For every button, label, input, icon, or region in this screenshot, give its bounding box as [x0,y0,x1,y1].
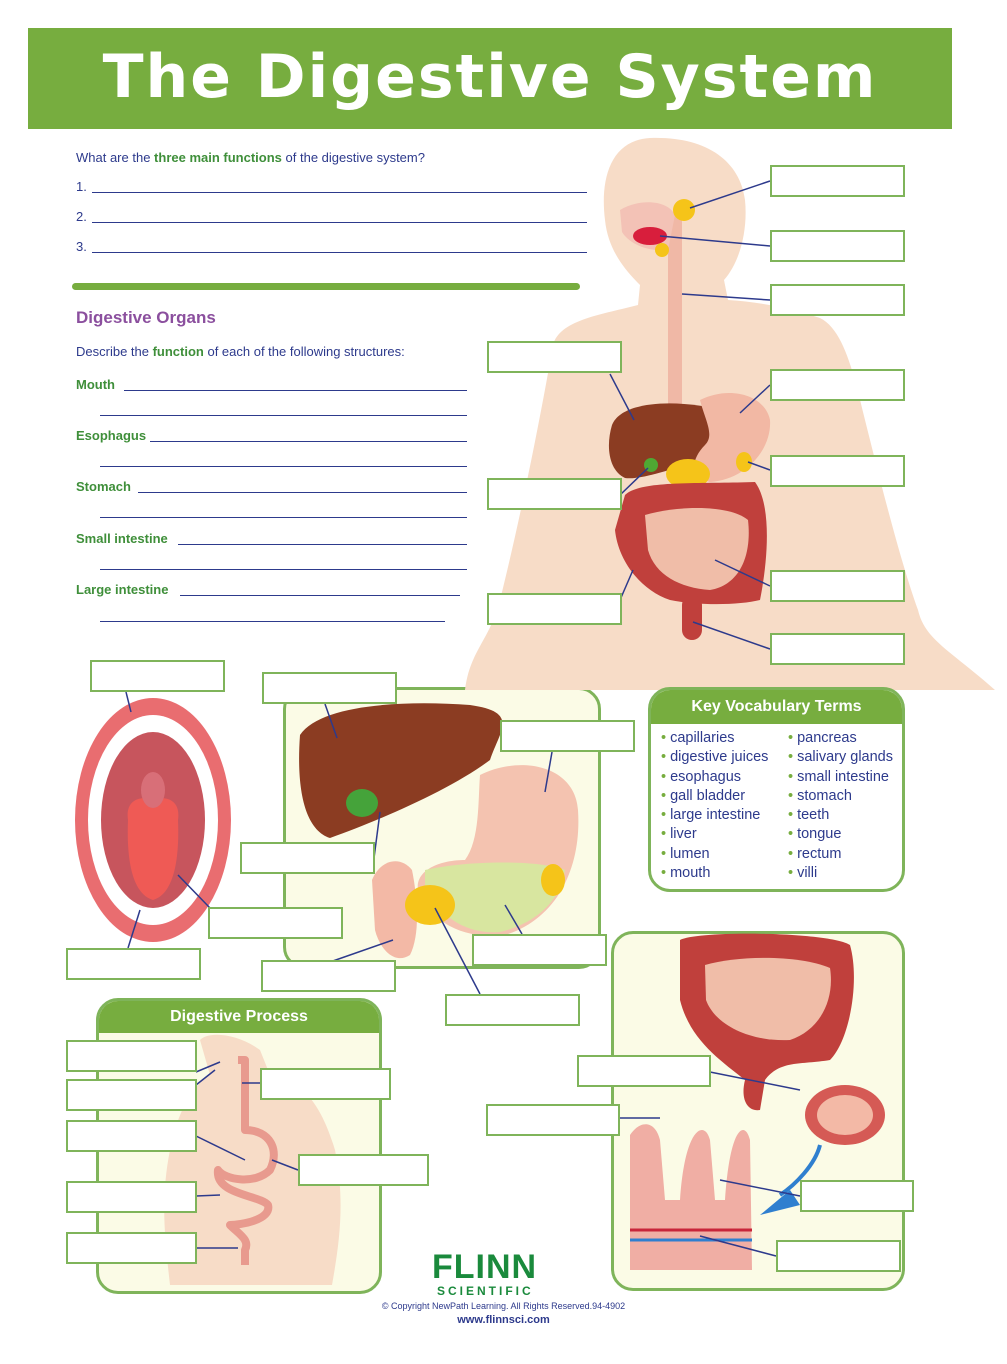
mouth-line-1[interactable] [124,390,467,391]
vocab-term: • lumen [661,845,710,862]
vocab-term: • pancreas [788,730,857,746]
villi-art [630,934,885,1270]
mouth-line-2[interactable] [100,415,467,416]
small-intestine-line-1[interactable] [178,544,467,545]
title-banner [28,28,952,129]
large-intestine-line-2[interactable] [100,621,445,622]
esophagus-line-1[interactable] [150,441,467,442]
vocab-term: • salivary glands [788,749,893,766]
vocab-term: • mouth [661,865,711,882]
vocab-term: • gall bladder [661,787,746,804]
label-box-tongue[interactable] [208,907,343,939]
label-box-process-2[interactable] [66,1079,197,1111]
organs-section-title: Digestive Organs [76,308,216,327]
instruction-suffix: of each of the following structures: [203,344,405,359]
label-box-liver[interactable] [487,341,622,373]
label-box-panel-stomach[interactable] [500,720,635,752]
label-box-process-3[interactable] [260,1068,391,1100]
label-box-villi-2[interactable] [486,1104,620,1136]
label-box-stomach[interactable] [770,369,905,401]
label-box-teeth[interactable] [66,948,201,980]
vocab-term: • esophagus [661,768,742,785]
label-box-pancreas[interactable] [770,455,905,487]
copyright-text: © Copyright NewPath Learning. All Rights Reserved.94-4902 [381,1301,626,1311]
label-box-mouth[interactable] [770,230,905,262]
vocab-title: Key Vocabulary Terms [651,690,902,724]
label-box-process-7[interactable] [66,1232,197,1264]
vocab-term: • villi [788,865,818,882]
question-suffix: of the digestive system? [281,150,425,165]
vocab-term: • rectum [788,845,842,862]
answer-number-3: 3. [76,239,87,254]
answer-line-2[interactable] [92,222,587,223]
label-box-lips[interactable] [90,660,225,692]
stomach-line-2[interactable] [100,517,467,518]
label-box-gall-bladder[interactable] [487,478,622,510]
small-intestine-line-2[interactable] [100,569,467,570]
website-link[interactable]: www.flinnsci.com [457,1314,550,1326]
brand-logo: FLINN [432,1248,538,1286]
label-box-villi-4[interactable] [776,1240,901,1272]
vocab-column-2 [788,729,893,883]
label-box-process-4[interactable] [66,1120,197,1152]
page-title: The Digestive System [102,42,878,112]
vocab-term: • large intestine [661,807,761,824]
label-box-process-5[interactable] [298,1154,429,1186]
answer-number-2: 2. [76,209,87,224]
esophagus-shape [668,215,682,415]
vocab-term: • teeth [788,807,830,824]
section-divider [72,283,580,290]
vocab-column-1 [661,729,768,883]
label-box-panel-pancreas[interactable] [445,994,580,1026]
label-box-esophagus[interactable] [770,284,905,316]
label-box-panel-juices[interactable] [472,934,607,966]
brand-sub: SCIENTIFIC [437,1284,534,1298]
organ-esophagus: Esophagus [76,428,150,443]
vocab-term: • tongue [788,826,842,843]
instruction-prefix: Describe the [76,344,153,359]
label-box-villi-3[interactable] [800,1180,914,1212]
functions-question [76,150,425,165]
vocab-term: • stomach [788,787,852,804]
organ-stomach: Stomach [76,479,135,494]
organ-large-intestine: Large intestine [76,582,172,597]
organ-small-intestine: Small intestine [76,531,172,546]
answer-line-1[interactable] [92,192,587,193]
label-box-process-6[interactable] [66,1181,197,1213]
vocab-box [648,687,905,892]
label-box-large-intestine[interactable] [487,593,622,625]
organs-instruction [76,344,405,359]
label-box-rectum[interactable] [770,633,905,665]
organ-mouth: Mouth [76,377,119,392]
vocab-term: • liver [661,826,697,843]
label-box-salivary[interactable] [770,165,905,197]
vocab-term: • capillaries [661,730,735,746]
stomach-line-1[interactable] [138,492,467,493]
process-title: Digestive Process [99,1001,379,1033]
label-box-process-1[interactable] [66,1040,197,1072]
label-box-villi-1[interactable] [577,1055,711,1087]
question-prefix: What are the [76,150,155,165]
vocab-term: • small intestine [788,768,889,785]
esophagus-line-2[interactable] [100,466,467,467]
instruction-highlight: function [152,344,204,359]
question-highlight: three main functions [154,150,282,165]
large-intestine-line-1[interactable] [180,595,460,596]
answer-number-1: 1. [76,179,87,194]
label-box-small-intestine[interactable] [770,570,905,602]
label-box-panel-gall-bladder[interactable] [240,842,375,874]
answer-line-3[interactable] [92,252,587,253]
vocab-term: • digestive juices [661,749,769,766]
label-box-panel-duodenum[interactable] [261,960,396,992]
label-box-panel-liver[interactable] [262,672,397,704]
